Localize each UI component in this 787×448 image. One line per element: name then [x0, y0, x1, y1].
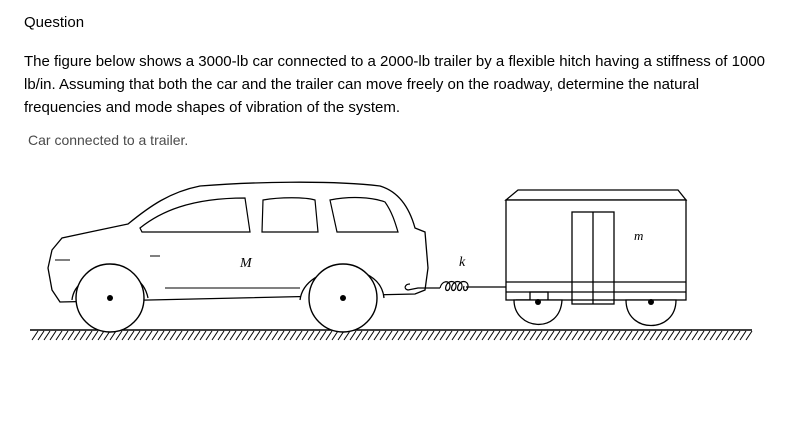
trailer-wheel-rear	[626, 299, 676, 326]
trailer-wheel-front	[514, 299, 562, 324]
trailer-mass-label: m	[634, 228, 644, 243]
question-heading: Question	[24, 14, 85, 31]
figure-caption: Car connected to a trailer.	[28, 132, 189, 148]
question-text: The figure below shows a 3000-lb car connected to a 2000-lb trailer by a flexible hitch having a stiffness of 1000 lb/in. Assuming that both the car and the trailer can move freely on the roadway, determine the natural frequencies and mode shapes of vibration of the system.	[24, 53, 765, 116]
trailer-body	[506, 190, 686, 304]
car-mass-label: M	[240, 256, 252, 271]
ground	[30, 330, 752, 340]
spring-stiffness-label: k	[459, 255, 466, 270]
